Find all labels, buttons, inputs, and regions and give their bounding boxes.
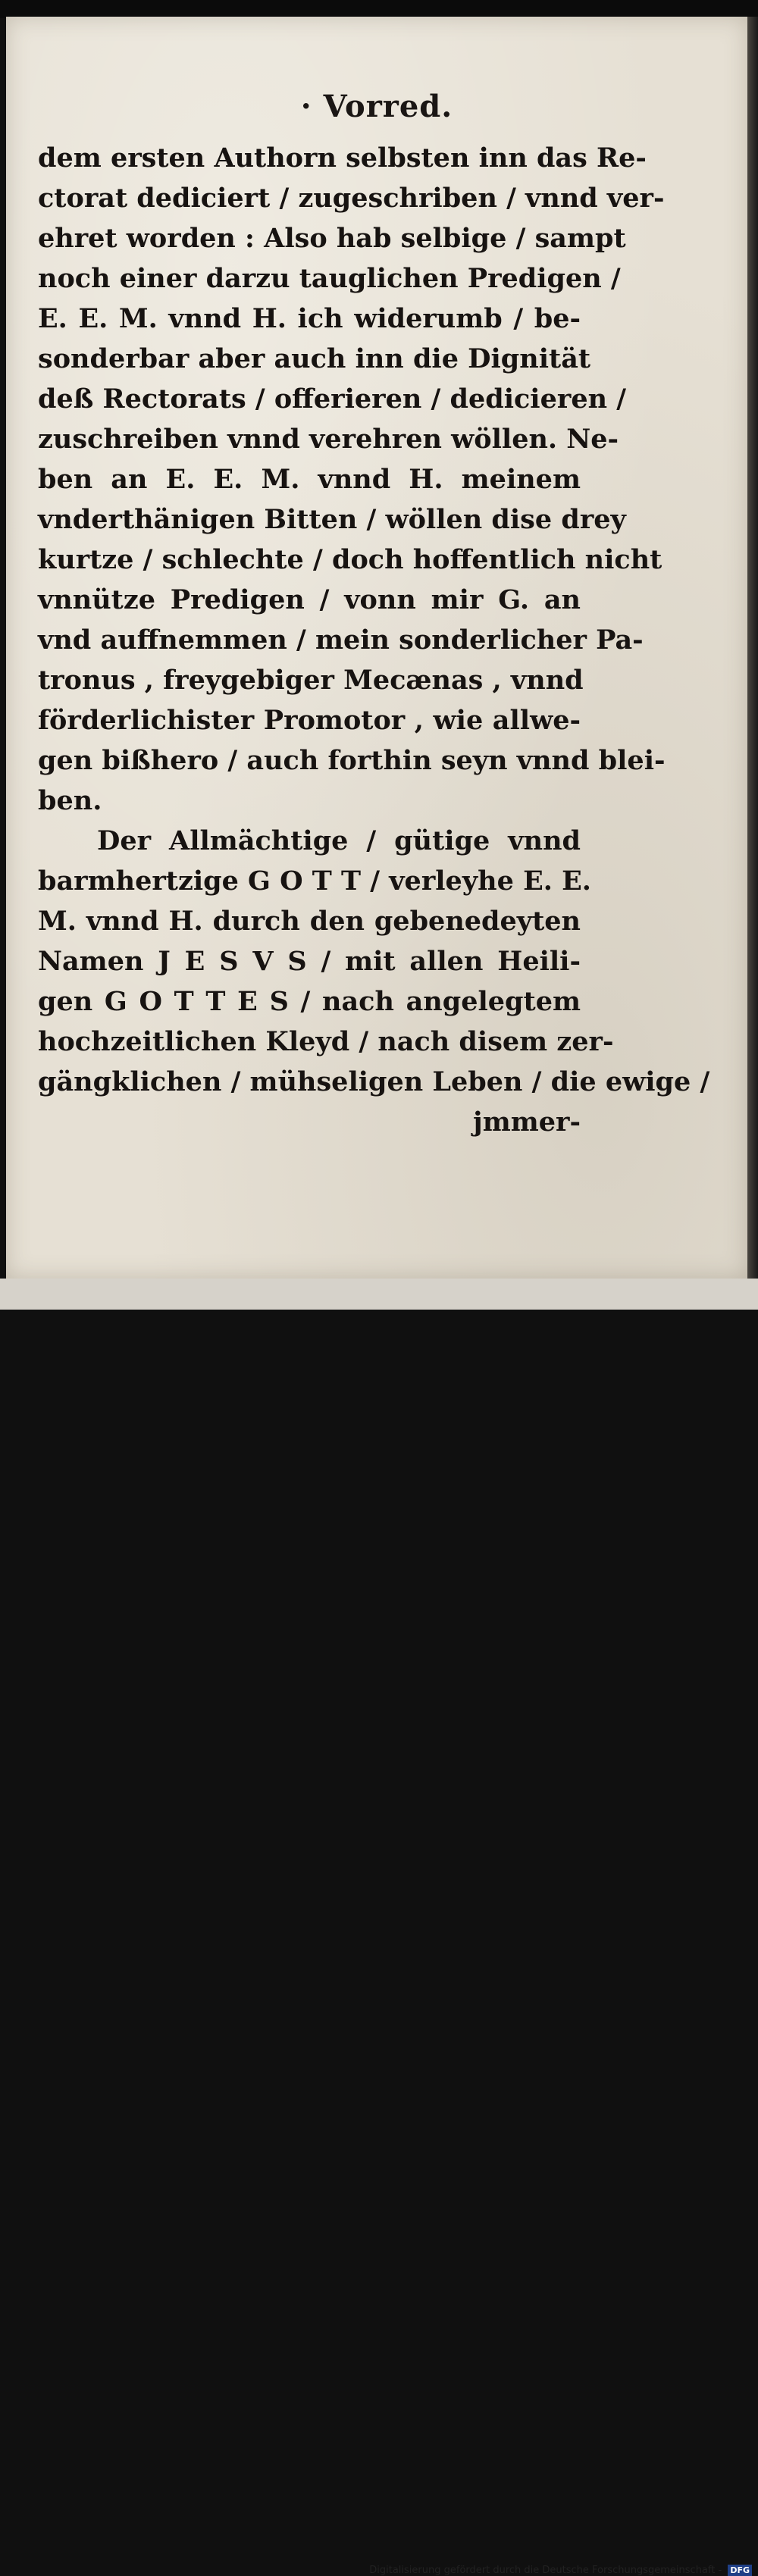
text-line: vnderthänigen Bitten / wöllen dise drey <box>38 504 626 535</box>
text-line: gen bißhero / auch forthin seyn vnnd blei- <box>38 745 666 776</box>
text-line: Der Allmächtige / gütige vnnd <box>97 825 581 856</box>
text-line: vnnütze Predigen / vonn mir G. an <box>38 584 581 615</box>
book-page <box>6 17 747 1279</box>
text-line: vnd auffnemmen / mein sonderlicher Pa- <box>38 624 644 656</box>
text-line: zuschreiben vnnd verehren wöllen. Ne- <box>38 424 619 455</box>
scan-right-edge <box>747 17 758 1279</box>
text-line: dem ersten Authorn selbsten inn das Re- <box>38 142 647 174</box>
text-line: gängklichen / mühseligen Leben / die ewige / <box>38 1066 710 1097</box>
footer-strip <box>0 1279 758 2576</box>
text-line: barmhertzige G O T T / verleyhe E. E. <box>38 865 591 897</box>
text-line: hochzeitlichen Kleyd / nach disem zer- <box>38 1026 614 1057</box>
text-line: ehret worden : Also hab selbige / sampt <box>38 223 626 254</box>
text-line: kurtze / schlechte / doch hoffentlich nicht <box>38 544 662 575</box>
text-line: gen G O T T E S / nach angelegtem <box>38 986 581 1017</box>
catchword: jmmer- <box>473 1106 581 1138</box>
dfg-logo-icon: DFG <box>728 2565 752 2576</box>
text-line: noch einer darzu tauglichen Predigen / <box>38 263 621 294</box>
text-block <box>38 138 710 1142</box>
text-line: sonderbar aber auch inn die Dignität <box>38 343 591 374</box>
text-line: ben an E. E. M. vnnd H. meinem <box>38 464 581 495</box>
text-line: E. E. M. vnnd H. ich widerumb / be- <box>38 303 581 334</box>
text-line: deß Rectorats / offerieren / dedicieren / <box>38 383 626 415</box>
text-line: M. vnnd H. durch den gebenedeyten <box>38 906 581 937</box>
credit-text: Digitalisierung gefördert durch die Deutsche Forschungsgemeinschaft - <box>369 2565 722 2576</box>
digitization-credit <box>369 2565 752 2576</box>
text-line: Namen J E S V S / mit allen Heili- <box>38 946 581 977</box>
scan-top-border <box>0 0 758 18</box>
text-line: ctorat dediciert / zugeschriben / vnnd ver- <box>38 183 665 214</box>
text-line: tronus , freygebiger Mecænas , vnnd <box>38 665 584 696</box>
text-line: förderlichister Promotor , wie allwe- <box>38 705 581 736</box>
running-head: · Vorred. <box>300 89 453 124</box>
text-line: ben. <box>38 785 102 816</box>
